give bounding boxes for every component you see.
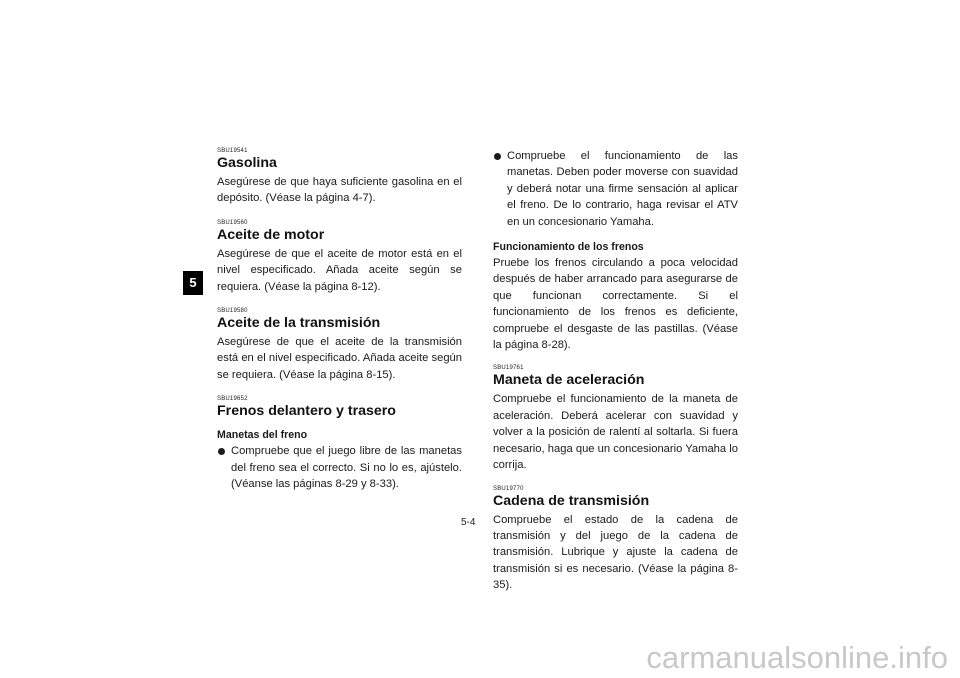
- section-code: SBU19761: [493, 365, 524, 372]
- section-body: Compruebe el funcionamiento de la maneta de aceleración. Deberá acelerar con suavidad y volver a la posición de ralentí al soltarla. Si fuera necesario, haga que un concesionario Yamaha lo corrija.: [493, 393, 738, 472]
- section-maneta-aceleracion: [493, 365, 738, 473]
- section-code: SBU19541: [217, 148, 248, 154]
- section-code: SBU19580: [217, 308, 248, 315]
- section-body: Asegúrese de que el aceite de la transmisión está en el nivel especificado. Añada aceite según se requiera. (Véase la página 8-15).: [217, 336, 462, 381]
- section-frenos: [217, 396, 462, 492]
- right-column: [493, 148, 738, 594]
- bullet-text: Compruebe que el juego libre de las manetas del freno sea el correcto. Si no lo es, ajústelo. (Véanse las páginas 8-29 y 8-33).: [231, 445, 462, 491]
- section-title: Frenos delantero y trasero: [217, 403, 396, 420]
- section-frenos-cont: [493, 148, 738, 353]
- section-body: Asegúrese de que el aceite de motor está en el nivel especificado. Añada aceite según se requiera. (Véase la página 8-12).: [217, 247, 462, 293]
- bullet-item: [217, 443, 462, 492]
- section-code: SBU19770: [493, 485, 524, 492]
- section-aceite-motor: [217, 220, 462, 295]
- section-cadena-transmision: [493, 486, 738, 594]
- section-body: Asegúrese de que haya suficiente gasolina en el depósito. (Véase la página 4-7).: [217, 176, 462, 205]
- section-body: Compruebe el estado de la cadena de transmisión y del juego de la cadena de transmisión. Lubrique y ajuste la cadena de transmisión si es necesario. (Véase la página 8-35).: [493, 513, 738, 592]
- section-code: SBU19652: [217, 396, 248, 403]
- section-gasolina: [217, 148, 462, 207]
- bullet-dot-icon: [217, 443, 231, 492]
- bullet-dot-icon: [493, 148, 507, 230]
- left-column: [217, 148, 462, 492]
- page-number: 5-4: [461, 517, 476, 528]
- section-title: Maneta de aceleración: [493, 372, 645, 389]
- section-subheading: Manetas del freno: [217, 429, 308, 442]
- section-title: Aceite de motor: [217, 226, 325, 243]
- section-subheading: Funcionamiento de los frenos: [493, 241, 644, 254]
- section-title: Aceite de la transmisión: [217, 315, 381, 332]
- section-aceite-transmision: [217, 308, 462, 383]
- section-title: Gasolina: [217, 155, 277, 171]
- section-title: Cadena de transmisión: [493, 492, 650, 509]
- section-body: Pruebe los frenos circulando a poca velocidad después de haber arrancado para asegurarse de que funcionan correctamente. Si el funcionamiento de los frenos es deficiente, compruebe el desgaste de las pastillas. (Véase la página 8-28).: [493, 257, 738, 352]
- bullet-item: [493, 148, 738, 230]
- section-code: SBU19560: [217, 219, 248, 226]
- chapter-tab: 5: [183, 271, 203, 295]
- bullet-text: Compruebe el funcionamiento de las manetas. Deben poder moverse con suavidad y deberá notar una firme sensación al aplicar el freno. De lo contrario, haga revisar el ATV en un concesionario Yamaha.: [507, 150, 738, 228]
- watermark: carmanualsonline.info: [646, 640, 948, 675]
